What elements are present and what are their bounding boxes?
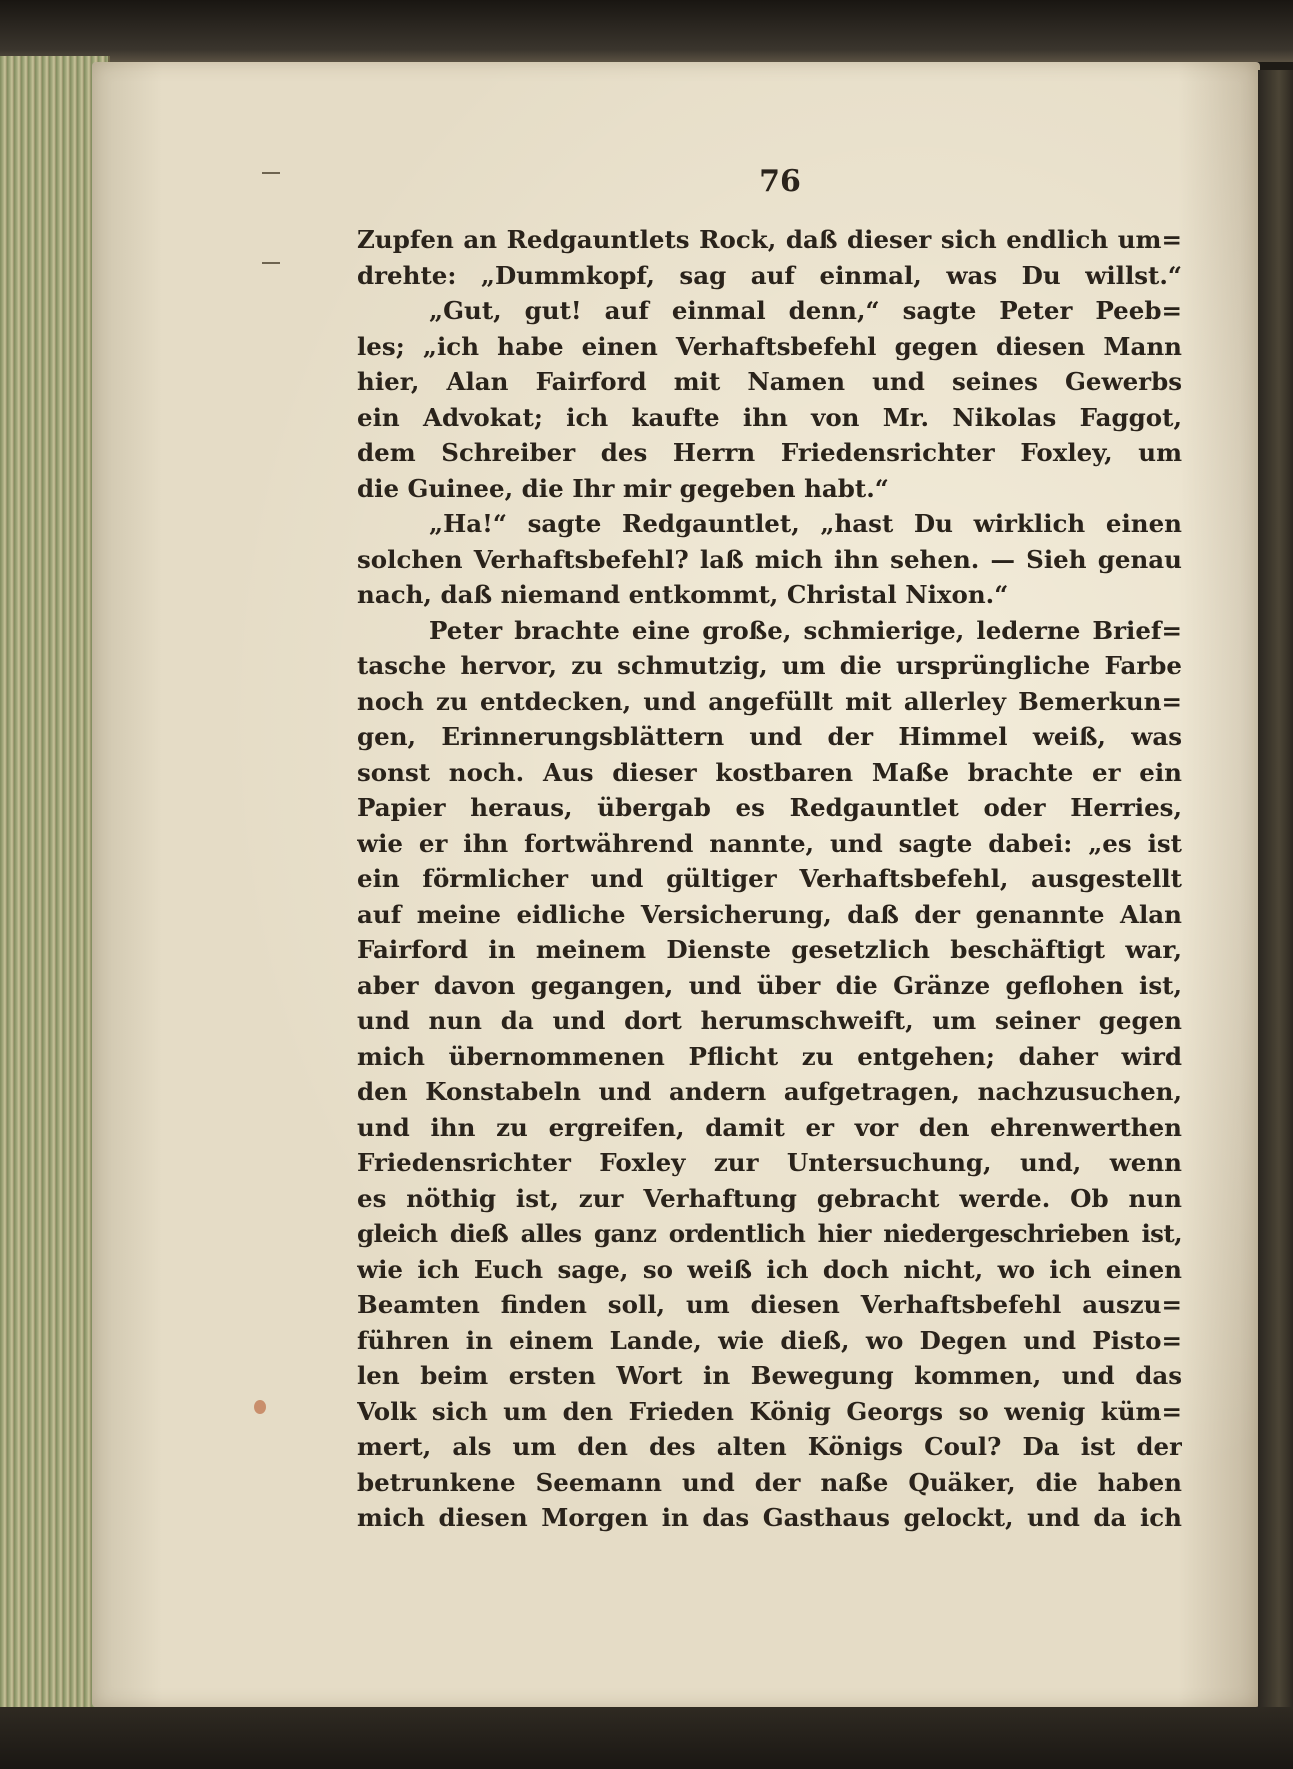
text-line: wie ich Euch sage, so weiß ich doch nicht, wo ich einen [357, 1254, 1182, 1284]
book-bottom-shadow [0, 1707, 1293, 1769]
text-line: hier, Alan Fairford mit Namen und seines Gewerbs [357, 367, 1182, 396]
text-line: drehte: „Dummkopf, sag auf einmal, was Du willst.“ [357, 260, 1182, 290]
text-line: gleich dieß alles ganz ordentlich hier niedergeschrieben ist, [357, 1219, 1182, 1248]
margin-mark [262, 172, 280, 174]
text-line: „Ha!“ sagte Redgauntlet, „hast Du wirklich einen [429, 509, 1182, 538]
text-line: len beim ersten Wort in Bewegung kommen, und das [357, 1361, 1182, 1390]
text-line: Fairford in meinem Dienste gesetzlich beschäftigt war, [357, 935, 1182, 964]
text-line: Zupfen an Redgauntlets Rock, daß dieser sich endlich um= [357, 225, 1182, 254]
text-line: mert, als um den des alten Königs Coul? Da ist der [357, 1432, 1182, 1461]
text-line: Volk sich um den Frieden König Georgs so wenig küm= [357, 1396, 1182, 1426]
text-line: solchen Verhaftsbefehl? laß mich ihn sehen. — Sieh genau [357, 544, 1182, 574]
text-line: Peter brachte eine große, schmierige, lederne Brief= [429, 615, 1182, 645]
text-line: ein Advokat; ich kaufte ihn von Mr. Nikolas Faggot, [357, 402, 1182, 432]
page-stain [254, 1400, 266, 1414]
text-line: les; „ich habe einen Verhaftsbefehl gegen diesen Mann [357, 331, 1182, 361]
text-line: mich diesen Morgen in das Gasthaus gelockt, und da ich [357, 1503, 1182, 1532]
text-line: und ihn zu ergreifen, damit er vor den ehrenwerthen [357, 1112, 1182, 1142]
text-line: dem Schreiber des Herrn Friedensrichter Foxley, um [357, 438, 1182, 467]
text-line: Papier heraus, übergab es Redgauntlet oder Herries, [357, 793, 1182, 822]
text-line: gen, Erinnerungsblättern und der Himmel weiß, was [357, 722, 1182, 751]
book-top-shadow [0, 0, 1293, 62]
text-line: auf meine eidliche Versicherung, daß der genannte Alan [357, 899, 1182, 929]
text-line: „Gut, gut! auf einmal denn,“ sagte Peter Peeb= [429, 296, 1182, 325]
text-line: aber davon gegangen, und über die Gränze geflohen ist, [357, 970, 1182, 1000]
text-line: sonst noch. Aus dieser kostbaren Maße brachte er ein [357, 757, 1182, 787]
text-line: wie er ihn fortwährend nannte, und sagte dabei: „es ist [357, 828, 1182, 858]
binding-shadow [1258, 70, 1293, 1710]
text-line: tasche hervor, zu schmutzig, um die ursprüngliche Farbe [357, 651, 1182, 680]
text-line: Friedensrichter Foxley zur Untersuchung, und, wenn [357, 1148, 1182, 1177]
text-line: führen in einem Lande, wie dieß, wo Degen und Pisto= [357, 1325, 1182, 1355]
text-line: und nun da und dort herumschweift, um seiner gegen [357, 1006, 1182, 1035]
text-line: nach, daß niemand entkommt, Christal Nixon.“ [357, 580, 1009, 609]
page-number: 76 [759, 164, 801, 199]
body-text [357, 222, 1182, 1536]
text-line: die Guinee, die Ihr mir gegeben habt.“ [357, 473, 889, 503]
text-line: Beamten finden soll, um diesen Verhaftsbefehl auszu= [357, 1290, 1182, 1319]
text-line: den Konstabeln und andern aufgetragen, nachzusuchen, [357, 1077, 1182, 1106]
margin-mark [262, 262, 280, 264]
text-line: es nöthig ist, zur Verhaftung gebracht werde. Ob nun [357, 1183, 1182, 1213]
text-line: betrunkene Seemann und der naße Quäker, die haben [357, 1467, 1182, 1497]
text-line: noch zu entdecken, und angefüllt mit allerley Bemerkun= [357, 686, 1182, 716]
text-line: mich übernommenen Pflicht zu entgehen; daher wird [357, 1041, 1182, 1071]
text-line: ein förmlicher und gültiger Verhaftsbefehl, ausgestellt [357, 864, 1182, 893]
